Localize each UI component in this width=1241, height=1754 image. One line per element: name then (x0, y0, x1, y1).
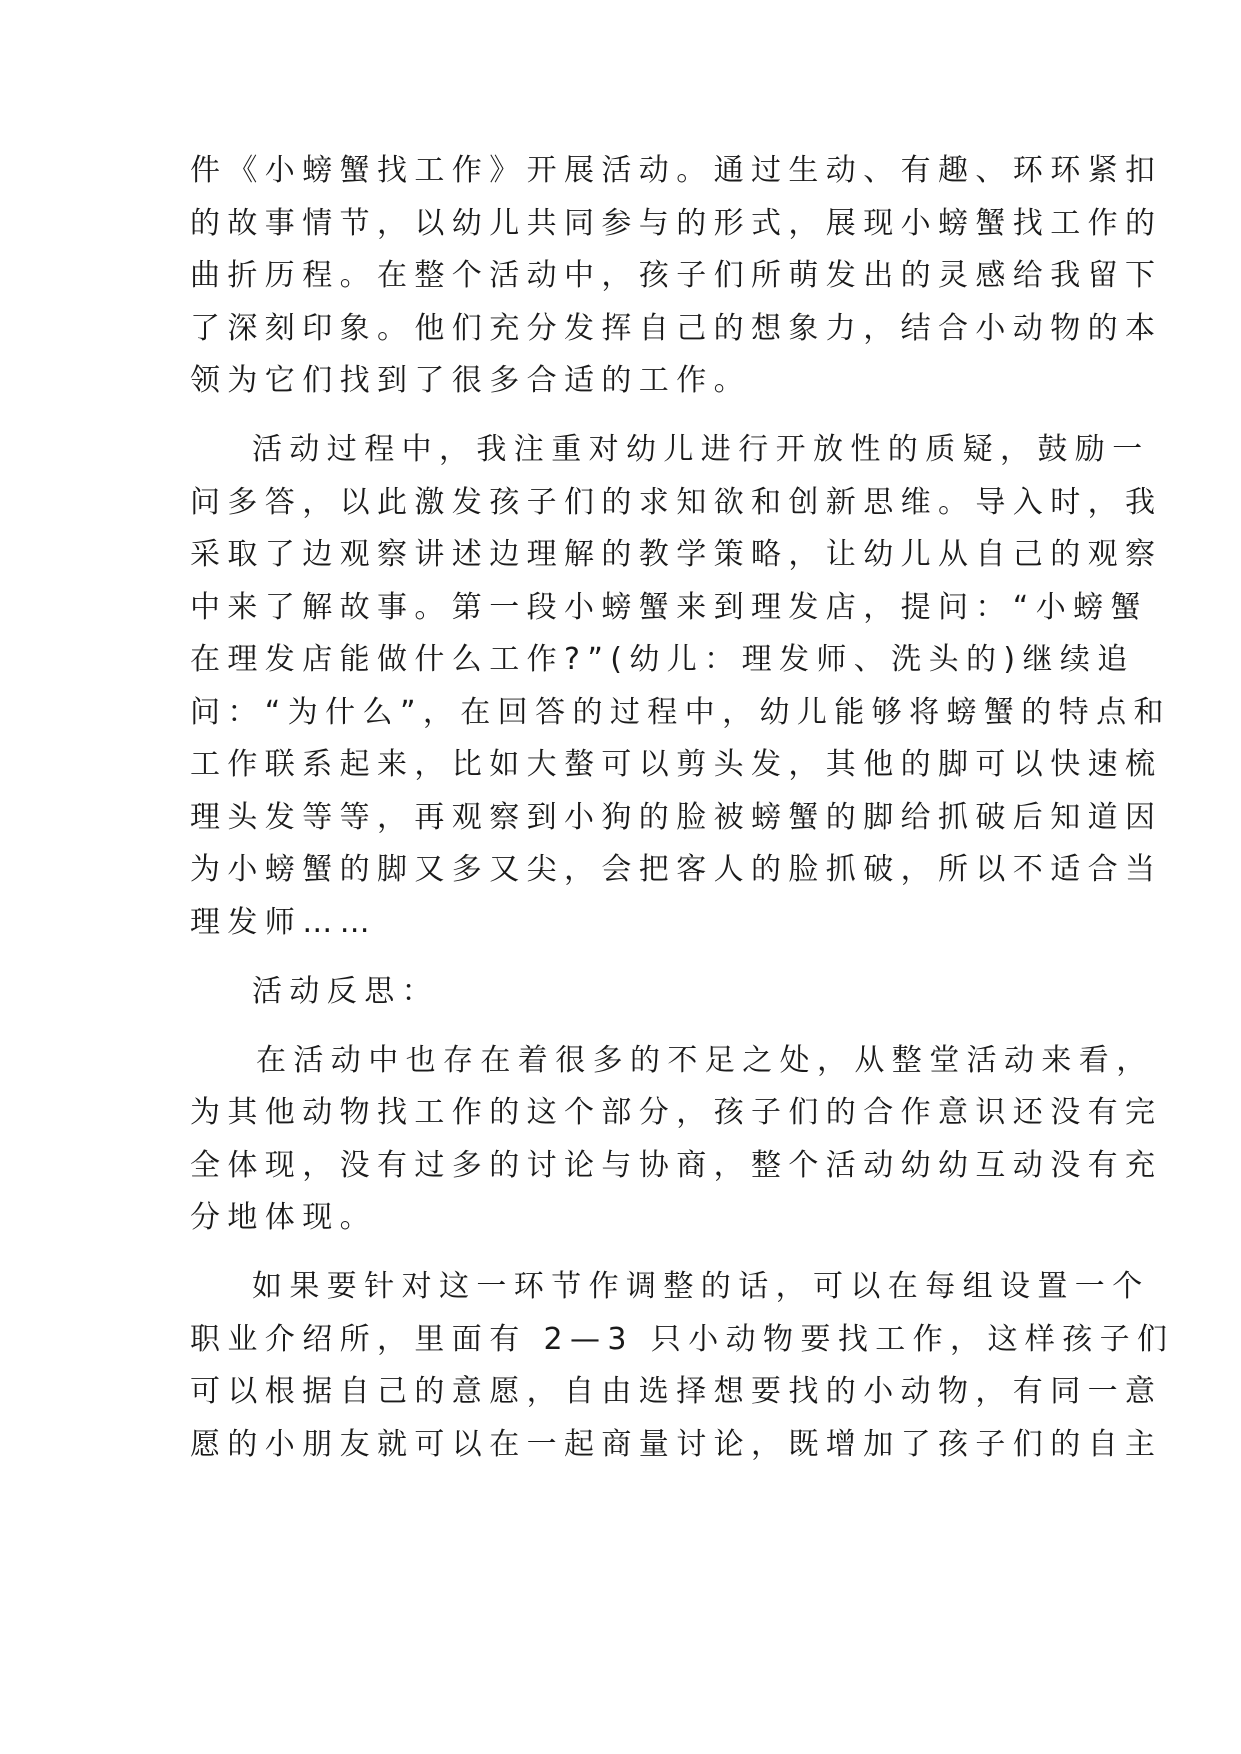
text-line: 件《小螃蟹找工作》开展活动。通过生动、有趣、环环紧扣 (190, 153, 1163, 188)
text-line: 的故事情节，以幼儿共同参与的形式，展现小螃蟹找工作的 (190, 206, 1163, 241)
text-line: 曲折历程。在整个活动中，孩子们所萌发出的灵感给我留下 (190, 258, 1163, 293)
paragraph-first-line: 活动过程中，我注重对幼儿进行开放性的质疑，鼓励一 (252, 432, 1150, 467)
paragraph-first-line: 如果要针对这一环节作调整的话，可以在每组设置一个 (252, 1269, 1150, 1304)
text-line: 中来了解故事。第一段小螃蟹来到理发店，提问：“小螃蟹 (190, 590, 1148, 625)
text-line: 职业介绍所，里面有 2—3 只小动物要找工作，这样孩子们 (190, 1322, 1175, 1357)
text-line: 在理发店能做什么工作?”(幼儿：理发师、洗头的)继续追 (190, 642, 1135, 677)
text-line: 为其他动物找工作的这个部分，孩子们的合作意识还没有完 (190, 1095, 1163, 1130)
section-heading: 活动反思： (252, 974, 439, 1009)
paragraph-first-line: 在活动中也存在着很多的不足之处，从整堂活动来看， (256, 1043, 1154, 1078)
text-line: 理头发等等，再观察到小狗的脸被螃蟹的脚给抓破后知道因 (190, 800, 1163, 835)
text-line: 工作联系起来，比如大螯可以剪头发，其他的脚可以快速梳 (190, 747, 1163, 782)
text-line: 为小螃蟹的脚又多又尖，会把客人的脸抓破，所以不适合当 (190, 852, 1163, 887)
text-line: 理发师…… (190, 905, 377, 940)
text-line: 可以根据自己的意愿，自由选择想要找的小动物，有同一意 (190, 1374, 1163, 1409)
text-line: 问：“为什么”，在回答的过程中，幼儿能够将螃蟹的特点和 (190, 695, 1171, 730)
text-line: 问多答，以此激发孩子们的求知欲和创新思维。导入时，我 (190, 485, 1163, 520)
text-line: 了深刻印象。他们充分发挥自己的想象力，结合小动物的本 (190, 311, 1163, 346)
text-line: 采取了边观察讲述边理解的教学策略，让幼儿从自己的观察 (190, 537, 1163, 572)
text-line: 愿的小朋友就可以在一起商量讨论，既增加了孩子们的自主 (190, 1427, 1163, 1462)
text-line: 分地体现。 (190, 1200, 377, 1235)
text-line: 领为它们找到了很多合适的工作。 (190, 363, 751, 398)
text-line: 全体现，没有过多的讨论与协商，整个活动幼幼互动没有充 (190, 1148, 1163, 1183)
